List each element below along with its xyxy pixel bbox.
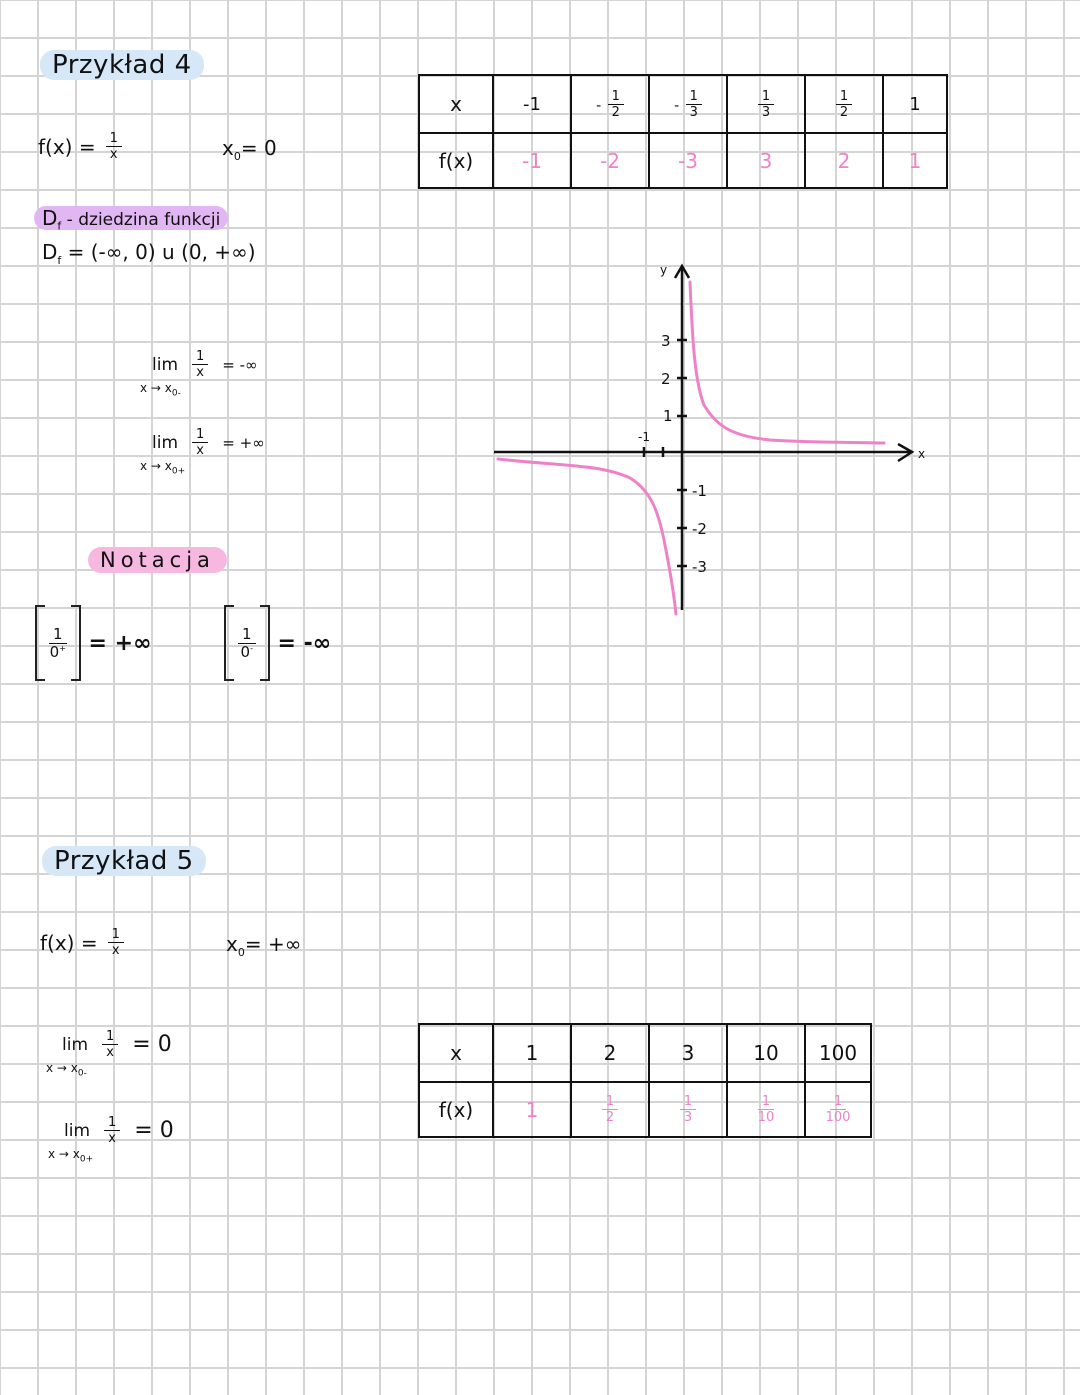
x-cell: - $\frac{1}{2}$ xyxy=(571,75,649,133)
fx-cell: 2 xyxy=(805,133,883,188)
example4-title: Przykład 4 xyxy=(40,50,204,80)
example5-limit-left: lim $\frac{1}{x}$ = 0 $x \to x_{0-}$ xyxy=(46,1029,172,1079)
example5-value-table xyxy=(418,1023,872,1138)
notation-plus: $\frac{1}{0^+}$ = +∞ xyxy=(35,605,151,681)
x-cell: 3 xyxy=(649,1024,727,1082)
x-cell: $\frac{1}{3}$ xyxy=(727,75,805,133)
fx-cell: 3 xyxy=(727,133,805,188)
example5-limit-right: lim $\frac{1}{x}$ = 0 $x \to x_{0+}$ xyxy=(48,1115,174,1165)
example5-title: Przykład 5 xyxy=(42,846,206,876)
x-cell: 100 xyxy=(805,1024,871,1082)
example4-value-table xyxy=(418,74,948,189)
domain-note: $D_f$ - dziedzina funkcji xyxy=(34,206,228,230)
curve xyxy=(498,282,884,614)
fx-cell: -2 xyxy=(571,133,649,188)
x-cell: 1 xyxy=(493,1024,571,1082)
example4-function xyxy=(38,132,122,161)
svg-text:y: y xyxy=(660,263,668,277)
fx-cell: $\frac{1}{10}$ xyxy=(727,1082,805,1137)
x-cell: 1 xyxy=(883,75,947,133)
fx-cell: $\frac{1}{2}$ xyxy=(571,1082,649,1137)
svg-text:2: 2 xyxy=(661,370,671,388)
fraction: $\frac{1}{x}$ xyxy=(106,132,122,161)
svg-text:-3: -3 xyxy=(692,558,707,576)
x-cell: 10 xyxy=(727,1024,805,1082)
x-cell: - $\frac{1}{3}$ xyxy=(649,75,727,133)
notation-minus: $\frac{1}{0^-}$ = -∞ xyxy=(224,605,331,681)
fx-cell: $\frac{1}{3}$ xyxy=(649,1082,727,1137)
notation-title: Notacja xyxy=(88,547,227,573)
row-label-x: x xyxy=(419,75,493,133)
fx-cell: 1 xyxy=(883,133,947,188)
row-label-x: x xyxy=(419,1024,493,1082)
row-label-fx: f(x) xyxy=(419,1082,493,1137)
svg-text:-1: -1 xyxy=(638,430,650,444)
fx-cell: -3 xyxy=(649,133,727,188)
function-lhs: f(x) = xyxy=(38,134,96,159)
svg-text:1: 1 xyxy=(663,407,673,425)
x-cell: $\frac{1}{2}$ xyxy=(805,75,883,133)
domain-formula: $D_f$ = (-∞, 0) u (0, +∞) xyxy=(42,240,256,267)
hyperbola-graph xyxy=(480,250,940,630)
svg-text:-2: -2 xyxy=(692,520,707,538)
x-cell: -1 xyxy=(493,75,571,133)
fx-cell: $\frac{1}{100}$ xyxy=(805,1082,871,1137)
example4-x0: $x_0= 0$ xyxy=(222,136,277,163)
fx-cell: 1 xyxy=(493,1082,571,1137)
svg-text:x: x xyxy=(918,447,926,461)
example5-x0: $x_0=$ +∞ xyxy=(226,932,302,959)
fx-cell: -1 xyxy=(493,133,571,188)
svg-text:-1: -1 xyxy=(692,482,707,500)
example5-function: f(x) = $\frac{1}{x}$ xyxy=(40,928,124,957)
limit-left: lim $\frac{1}{x}$ = -∞ $x \to x_{0-}$ xyxy=(140,349,258,399)
limit-right: lim $\frac{1}{x}$ = +∞ $x \to x_{0+}$ xyxy=(140,427,265,477)
svg-text:3: 3 xyxy=(661,332,671,350)
row-label-fx: f(x) xyxy=(419,133,493,188)
x-cell: 2 xyxy=(571,1024,649,1082)
